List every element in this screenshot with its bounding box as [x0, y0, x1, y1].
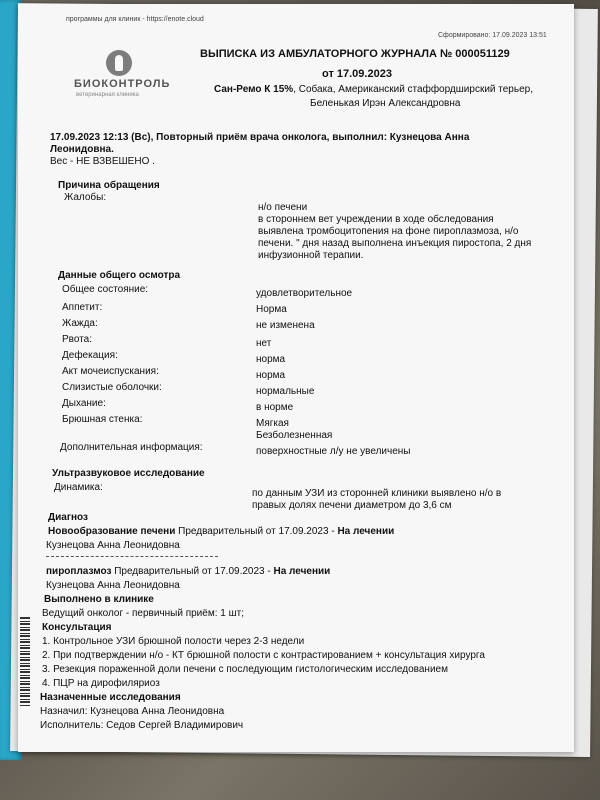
- complaints-label: Жалобы:: [64, 192, 107, 203]
- diagnosis-1-name: Новообразование печени: [48, 526, 176, 537]
- tests-heading: Назначенные исследования: [40, 692, 181, 703]
- exam-label: Рвота:: [62, 334, 93, 345]
- exam-value: удовлетворительное: [256, 288, 353, 299]
- diagnosis-2-date: Предварительный от 17.09.2023 -: [111, 566, 274, 577]
- exam-label: Дыхание:: [62, 398, 106, 409]
- drop-logo-icon: [106, 50, 132, 76]
- ultrasound-label: Динамика:: [54, 482, 103, 493]
- program-line: программы для клиник - https://enote.cloud: [66, 16, 204, 23]
- exam-label: Общее состояние:: [62, 284, 149, 295]
- done-heading: Выполнено в клинике: [44, 594, 154, 605]
- exam-value: в норме: [256, 402, 294, 413]
- diagnosis-1-doctor: Кузнецова Анна Леонидовна: [46, 540, 180, 551]
- exam-label: Слизистые оболочки:: [62, 382, 162, 393]
- complaints-line: в стороннем вет учреждении в ходе обследования: [258, 214, 494, 225]
- diagnosis-1-date: Предварительный от 17.09.2023 -: [175, 526, 338, 537]
- consult-item: 3. Резекция пораженной доли печени с последующим гистологическим исследованием: [42, 664, 448, 675]
- document-title: ВЫПИСКА ИЗ АМБУЛАТОРНОГО ЖУРНАЛА № 000051129: [200, 48, 510, 60]
- generated-date: Сформировано: 17.09.2023 13:51: [438, 32, 547, 39]
- complaints-line: выявлена тромбоцитопения на фоне пироплазмоза, н/о: [258, 226, 519, 237]
- diagnosis-2-name: пироплазмоз: [46, 566, 112, 577]
- patient-species: , Собака, Американский стаффордширский терьер,: [293, 84, 533, 95]
- consult-item: 4. ПЦР на дирофиляриоз: [42, 678, 160, 689]
- consult-heading: Консультация: [42, 622, 112, 633]
- patient-name: Сан-Ремо К 15%: [214, 84, 294, 95]
- ultrasound-line: правых долях печени диаметром до 3,6 см: [252, 500, 452, 511]
- exam-value: Безболезненная: [256, 430, 333, 441]
- exam-label: Жажда:: [62, 318, 98, 329]
- consult-item: 2. При подтверждении н/о - КТ брюшной полости с контрастированием + консультация хирурга: [42, 650, 485, 661]
- exam-label: Акт мочеиспускания:: [62, 366, 159, 377]
- complaints-line: инфузионной терапии.: [258, 250, 364, 261]
- diagnosis-1: [48, 526, 394, 538]
- owner-name: Беленькая Ирэн Александровна: [310, 98, 461, 109]
- exam-value: нет: [256, 338, 272, 349]
- exam-extra-label: Дополнительная информация:: [60, 442, 203, 453]
- exam-value: не изменена: [256, 320, 315, 331]
- exam-extra-value: поверхностные л/у не увеличены: [256, 446, 411, 457]
- clinic-logo-name: БИОКОНТРОЛЬ: [74, 78, 171, 90]
- document-date: от 17.09.2023: [322, 68, 392, 80]
- consult-item: 1. Контрольное УЗИ брюшной полости через 2-3 недели: [42, 636, 305, 647]
- ultrasound-line: по данным УЗИ из сторонней клиники выявлено н/о в: [252, 488, 502, 499]
- exam-value: Мягкая: [256, 418, 289, 429]
- exam-value: нормальные: [256, 386, 315, 397]
- patient-line: [214, 84, 533, 96]
- exam-value: Норма: [256, 304, 287, 315]
- diagnosis-heading: Диагноз: [48, 512, 88, 523]
- document-sheet: [18, 4, 574, 752]
- exam-label: Дефекация:: [62, 350, 118, 361]
- exam-value: норма: [256, 370, 286, 381]
- done-line: Ведущий онколог - первичный приём: 1 шт;: [42, 608, 244, 619]
- visit-weight: Вес - НЕ ВЗВЕШЕНО .: [50, 156, 155, 167]
- diagnosis-2-status: На лечении: [273, 566, 331, 577]
- clinic-logo-sub: ветеринарная клиника: [76, 92, 139, 98]
- diagnosis-2: [46, 566, 330, 578]
- exam-heading: Данные общего осмотра: [58, 270, 181, 281]
- complaints-line: печени. " дня назад выполнена инъекция пиростопа, 2 дня: [258, 238, 532, 249]
- exam-label: Аппетит:: [62, 302, 103, 313]
- diagnosis-divider: [46, 556, 218, 557]
- ultrasound-heading: Ультразвуковое исследование: [52, 468, 205, 479]
- tests-assigned: Назначил: Кузнецова Анна Леонидовна: [40, 706, 225, 717]
- complaints-line: н/о печени: [258, 202, 308, 213]
- diagnosis-1-status: На лечении: [337, 526, 395, 537]
- exam-label: Брюшная стенка:: [62, 414, 143, 425]
- tests-executor: Исполнитель: Седов Сергей Владимирович: [40, 720, 244, 731]
- barcode-icon: [20, 616, 30, 706]
- diagnosis-2-doctor: Кузнецова Анна Леонидовна: [46, 580, 180, 591]
- exam-value: норма: [256, 354, 286, 365]
- reason-heading: Причина обращения: [58, 180, 160, 191]
- visit-line2: Леонидовна.: [50, 144, 114, 155]
- visit-line1: 17.09.2023 12:13 (Вс), Повторный приём врача онколога, выполнил: Кузнецова Анна: [50, 132, 470, 143]
